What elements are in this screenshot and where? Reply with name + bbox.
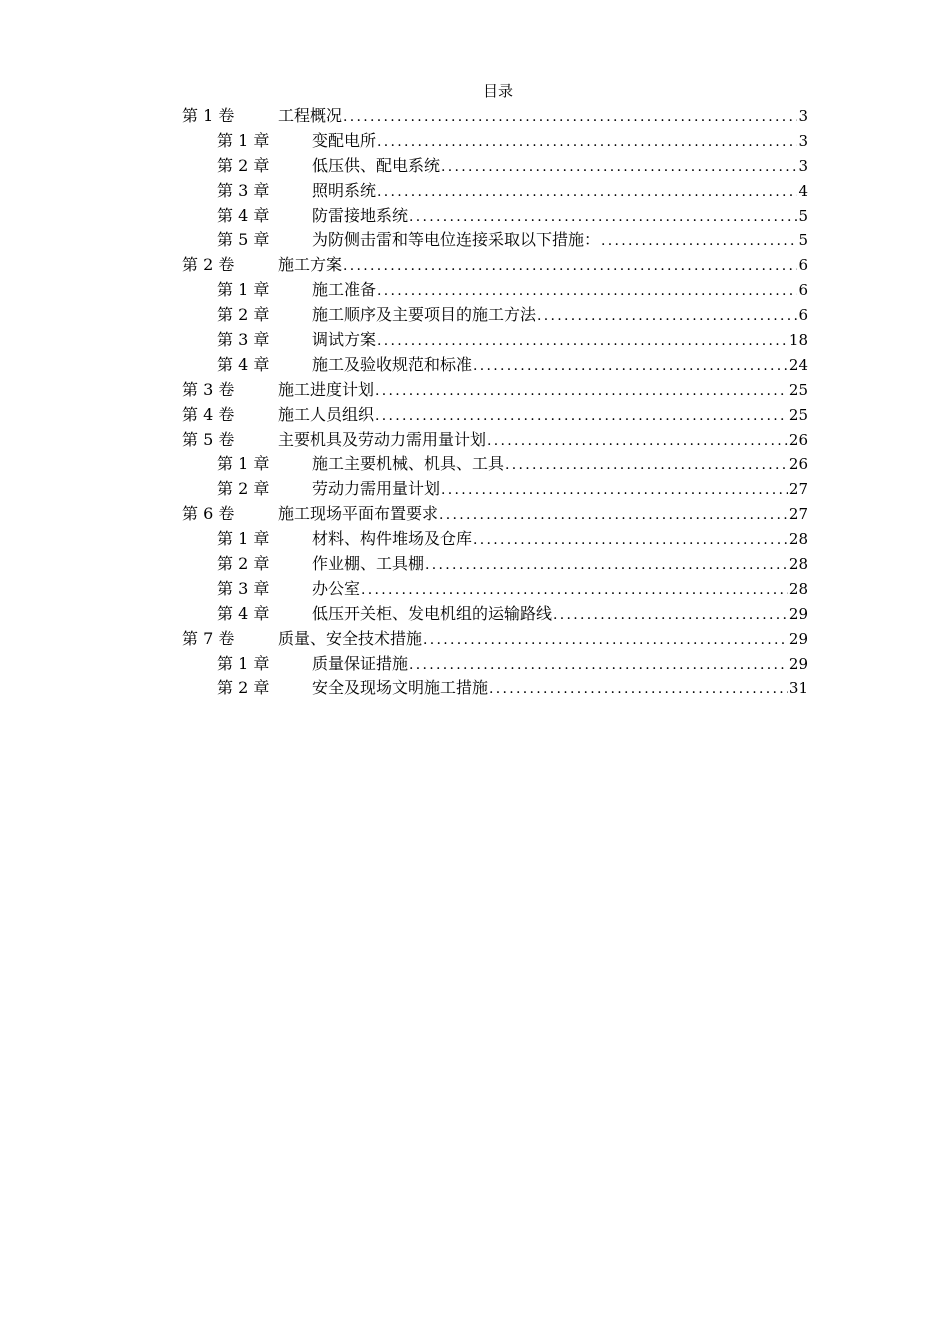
toc-entry-volume[interactable] bbox=[182, 428, 808, 453]
toc-entry-number: 第 2 章 bbox=[217, 678, 270, 698]
toc-entry-title: 低压开关柜、发电机组的运输路线 bbox=[312, 603, 553, 623]
toc-entry-page: 28 bbox=[788, 579, 808, 598]
toc-entry-title: 调试方案 bbox=[312, 330, 377, 350]
toc-entry-title: 主要机具及劳动力需用量计划 bbox=[278, 429, 487, 449]
toc-dot-leader bbox=[487, 429, 788, 454]
toc-entry-title: 照明系统 bbox=[312, 180, 377, 200]
toc-entry-number: 第 4 章 bbox=[217, 603, 270, 623]
toc-dot-leader bbox=[361, 578, 788, 603]
toc-dot-leader bbox=[601, 229, 797, 254]
toc-entry-number: 第 1 章 bbox=[217, 280, 270, 300]
toc-entry-page: 27 bbox=[788, 480, 808, 499]
toc-entry-page: 6 bbox=[798, 306, 808, 325]
toc-dot-leader bbox=[441, 478, 788, 503]
toc-dot-leader bbox=[441, 155, 797, 180]
toc-entry-page: 24 bbox=[788, 355, 808, 374]
toc-entry-page: 5 bbox=[798, 231, 808, 250]
toc-entry-chapter[interactable] bbox=[182, 204, 808, 229]
toc-entry-title: 施工顺序及主要项目的施工方法 bbox=[312, 305, 537, 325]
toc-dot-leader bbox=[439, 503, 788, 528]
toc-entry-chapter[interactable] bbox=[182, 577, 808, 602]
toc-entry-title: 为防侧击雷和等电位连接采取以下措施： bbox=[312, 230, 601, 250]
toc-entry-page: 6 bbox=[798, 256, 808, 275]
toc-entry-volume[interactable] bbox=[182, 104, 808, 129]
toc-entry-title: 办公室 bbox=[312, 578, 361, 598]
toc-entry-title: 施工进度计划 bbox=[278, 379, 375, 399]
toc-entry-title: 作业棚、工具棚 bbox=[312, 554, 425, 574]
toc-dot-leader bbox=[489, 677, 788, 702]
toc-entry-number: 第 3 章 bbox=[217, 578, 270, 598]
toc-entry-chapter[interactable] bbox=[182, 179, 808, 204]
toc-entry-number: 第 1 卷 bbox=[182, 106, 235, 125]
toc-entry-number: 第 4 卷 bbox=[182, 404, 235, 424]
toc-entry-page: 29 bbox=[788, 604, 808, 623]
toc-entry-page: 3 bbox=[798, 131, 808, 150]
toc-entry-title: 变配电所 bbox=[312, 130, 377, 150]
toc-entry-number: 第 1 章 bbox=[217, 130, 270, 150]
toc-entry-title: 质量、安全技术措施 bbox=[278, 628, 423, 648]
toc-dot-leader bbox=[377, 180, 797, 205]
toc-entry-page: 3 bbox=[798, 156, 808, 175]
toc-entry-page: 6 bbox=[798, 281, 808, 300]
toc-entry-chapter[interactable] bbox=[182, 129, 808, 154]
toc-entry-page: 25 bbox=[788, 380, 808, 399]
toc-entry-title: 低压供、配电系统 bbox=[312, 155, 441, 175]
toc-entry-chapter[interactable] bbox=[182, 353, 808, 378]
toc-entry-title: 施工及验收规范和标准 bbox=[312, 354, 473, 374]
toc-dot-leader bbox=[425, 553, 788, 578]
toc-entry-number: 第 1 章 bbox=[217, 529, 270, 549]
toc-entry-number: 第 4 章 bbox=[217, 354, 270, 374]
toc-entry-title: 安全及现场文明施工措施 bbox=[312, 678, 489, 698]
table-of-contents bbox=[182, 104, 808, 701]
toc-dot-leader bbox=[537, 304, 797, 329]
toc-entry-title: 材料、构件堆场及仓库 bbox=[312, 529, 473, 549]
toc-entry-volume[interactable] bbox=[182, 403, 808, 428]
toc-entry-title: 防雷接地系统 bbox=[312, 205, 409, 225]
toc-entry-page: 26 bbox=[788, 455, 808, 474]
toc-entry-chapter[interactable] bbox=[182, 676, 808, 701]
toc-entry-chapter[interactable] bbox=[182, 527, 808, 552]
toc-dot-leader bbox=[343, 105, 797, 130]
toc-entry-page: 3 bbox=[798, 107, 808, 125]
toc-entry-number: 第 5 卷 bbox=[182, 429, 235, 449]
toc-entry-number: 第 3 章 bbox=[217, 180, 270, 200]
toc-dot-leader bbox=[377, 279, 797, 304]
toc-entry-volume[interactable] bbox=[182, 253, 808, 278]
toc-dot-leader bbox=[423, 628, 788, 653]
toc-entry-chapter[interactable] bbox=[182, 602, 808, 627]
toc-entry-title: 工程概况 bbox=[278, 106, 343, 125]
toc-entry-title: 施工主要机械、机具、工具 bbox=[312, 454, 505, 474]
toc-entry-number: 第 6 卷 bbox=[182, 504, 235, 524]
toc-dot-leader bbox=[473, 528, 788, 553]
toc-entry-number: 第 7 卷 bbox=[182, 628, 235, 648]
toc-entry-chapter[interactable] bbox=[182, 278, 808, 303]
toc-entry-chapter[interactable] bbox=[182, 652, 808, 677]
toc-entry-page: 18 bbox=[788, 331, 808, 350]
toc-entry-number: 第 1 章 bbox=[217, 454, 270, 474]
toc-entry-title: 施工人员组织 bbox=[278, 404, 375, 424]
toc-dot-leader bbox=[343, 254, 797, 279]
toc-entry-number: 第 2 章 bbox=[217, 305, 270, 325]
toc-entry-number: 第 2 卷 bbox=[182, 255, 235, 275]
toc-title: 目录 bbox=[482, 82, 513, 100]
toc-entry-page: 28 bbox=[788, 555, 808, 574]
toc-entry-chapter[interactable] bbox=[182, 552, 808, 577]
toc-dot-leader bbox=[409, 205, 797, 230]
toc-entry-chapter[interactable] bbox=[182, 303, 808, 328]
toc-entry-title: 劳动力需用量计划 bbox=[312, 479, 441, 499]
toc-entry-page: 29 bbox=[788, 654, 808, 673]
toc-dot-leader bbox=[409, 653, 788, 678]
toc-entry-number: 第 2 章 bbox=[217, 155, 270, 175]
toc-dot-leader bbox=[553, 603, 788, 628]
toc-dot-leader bbox=[505, 453, 788, 478]
toc-dot-leader bbox=[377, 130, 797, 155]
toc-dot-leader bbox=[375, 379, 788, 404]
toc-entry-chapter[interactable] bbox=[182, 452, 808, 477]
toc-entry-page: 5 bbox=[798, 206, 808, 225]
toc-dot-leader bbox=[375, 404, 788, 429]
toc-entry-number: 第 3 章 bbox=[217, 330, 270, 350]
toc-dot-leader bbox=[473, 354, 788, 379]
toc-entry-page: 27 bbox=[788, 505, 808, 524]
toc-entry-number: 第 1 章 bbox=[217, 653, 270, 673]
toc-entry-volume[interactable] bbox=[182, 378, 808, 403]
toc-entry-page: 25 bbox=[788, 405, 808, 424]
toc-entry-chapter[interactable] bbox=[182, 328, 808, 353]
toc-entry-title: 施工准备 bbox=[312, 280, 377, 300]
toc-entry-number: 第 3 卷 bbox=[182, 379, 235, 399]
toc-entry-page: 31 bbox=[788, 679, 808, 698]
toc-entry-chapter[interactable] bbox=[182, 228, 808, 253]
toc-entry-title: 施工现场平面布置要求 bbox=[278, 504, 439, 524]
toc-entry-volume[interactable] bbox=[182, 627, 808, 652]
toc-entry-chapter[interactable] bbox=[182, 477, 808, 502]
toc-entry-volume[interactable] bbox=[182, 502, 808, 527]
toc-entry-page: 4 bbox=[798, 181, 808, 200]
toc-entry-page: 29 bbox=[788, 629, 808, 648]
toc-entry-number: 第 4 章 bbox=[217, 205, 270, 225]
toc-entry-page: 26 bbox=[788, 430, 808, 449]
toc-entry-page: 28 bbox=[788, 530, 808, 549]
toc-entry-title: 质量保证措施 bbox=[312, 653, 409, 673]
toc-entry-number: 第 5 章 bbox=[217, 230, 270, 250]
toc-entry-number: 第 2 章 bbox=[217, 554, 270, 574]
toc-entry-chapter[interactable] bbox=[182, 154, 808, 179]
toc-entry-number: 第 2 章 bbox=[217, 479, 270, 499]
toc-dot-leader bbox=[377, 329, 788, 354]
toc-entry-title: 施工方案 bbox=[278, 255, 343, 275]
